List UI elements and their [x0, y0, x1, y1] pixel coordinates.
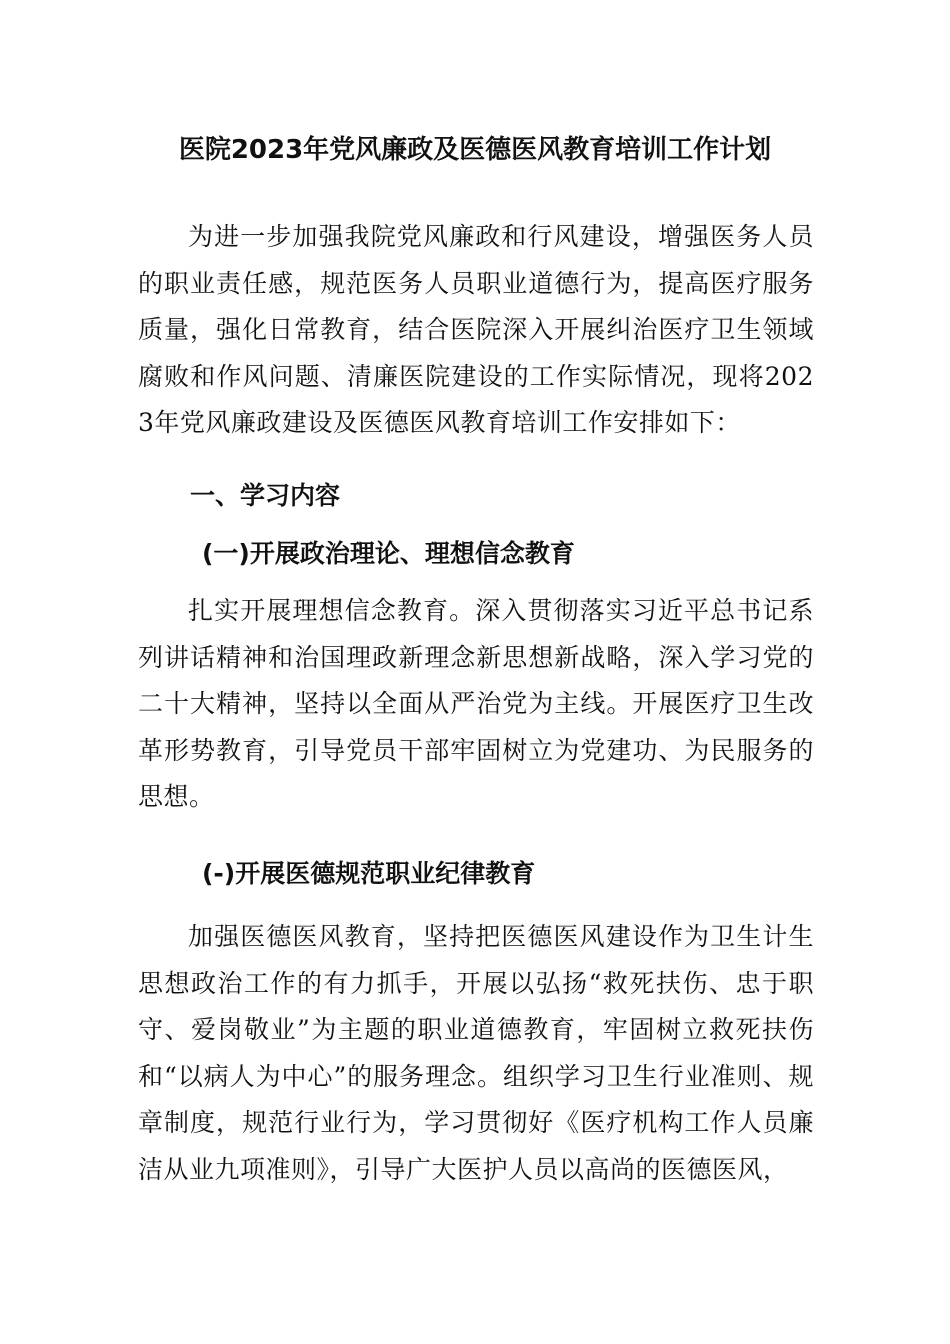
section-heading-study-content: 一、学习内容	[190, 481, 341, 510]
subsection-heading-medical-ethics: (-)开展医德规范职业纪律教育	[202, 859, 536, 888]
medical-ethics-paragraph: 加强医德医风教育，坚持把医德医风建设作为卫生计生思想政治工作的有力抓手，开展以弘扬“救死扶伤、忠于职守、爱岗敬业”为主题的职业道德教育，牢固树立救死扶伤和“以病人为中心”的服务理念。组织学习卫生行业准则、规章制度，规范行业行为，学习贯彻好《医疗机构工作人员廉洁从业九项准则》，引导广大医护人员以高尚的医德医风，	[138, 922, 814, 1184]
political-education-paragraph: 扎实开展理想信念教育。深入贯彻落实习近平总书记系列讲话精神和治国理政新理念新思想新战略，深入学习党的二十大精神，坚持以全面从严治党为主线。开展医疗卫生改革形势教育，引导党员干部牢固树立为党建功、为民服务的思想。	[138, 596, 814, 812]
document-title: 医院2023年党风廉政及医德医风教育培训工作计划	[178, 135, 772, 165]
intro-paragraph: 为进一步加强我院党风廉政和行风建设，增强医务人员的职业责任感，规范医务人员职业道德行为，提高医疗服务质量，强化日常教育，结合医院深入开展纠治医疗卫生领域腐败和作风问题、清廉医院建设的工作实际情况，现将2023年党风廉政建设及医德医风教育培训工作安排如下：	[138, 222, 814, 438]
subsection-heading-political-education: (一)开展政治理论、理想信念教育	[202, 539, 575, 568]
